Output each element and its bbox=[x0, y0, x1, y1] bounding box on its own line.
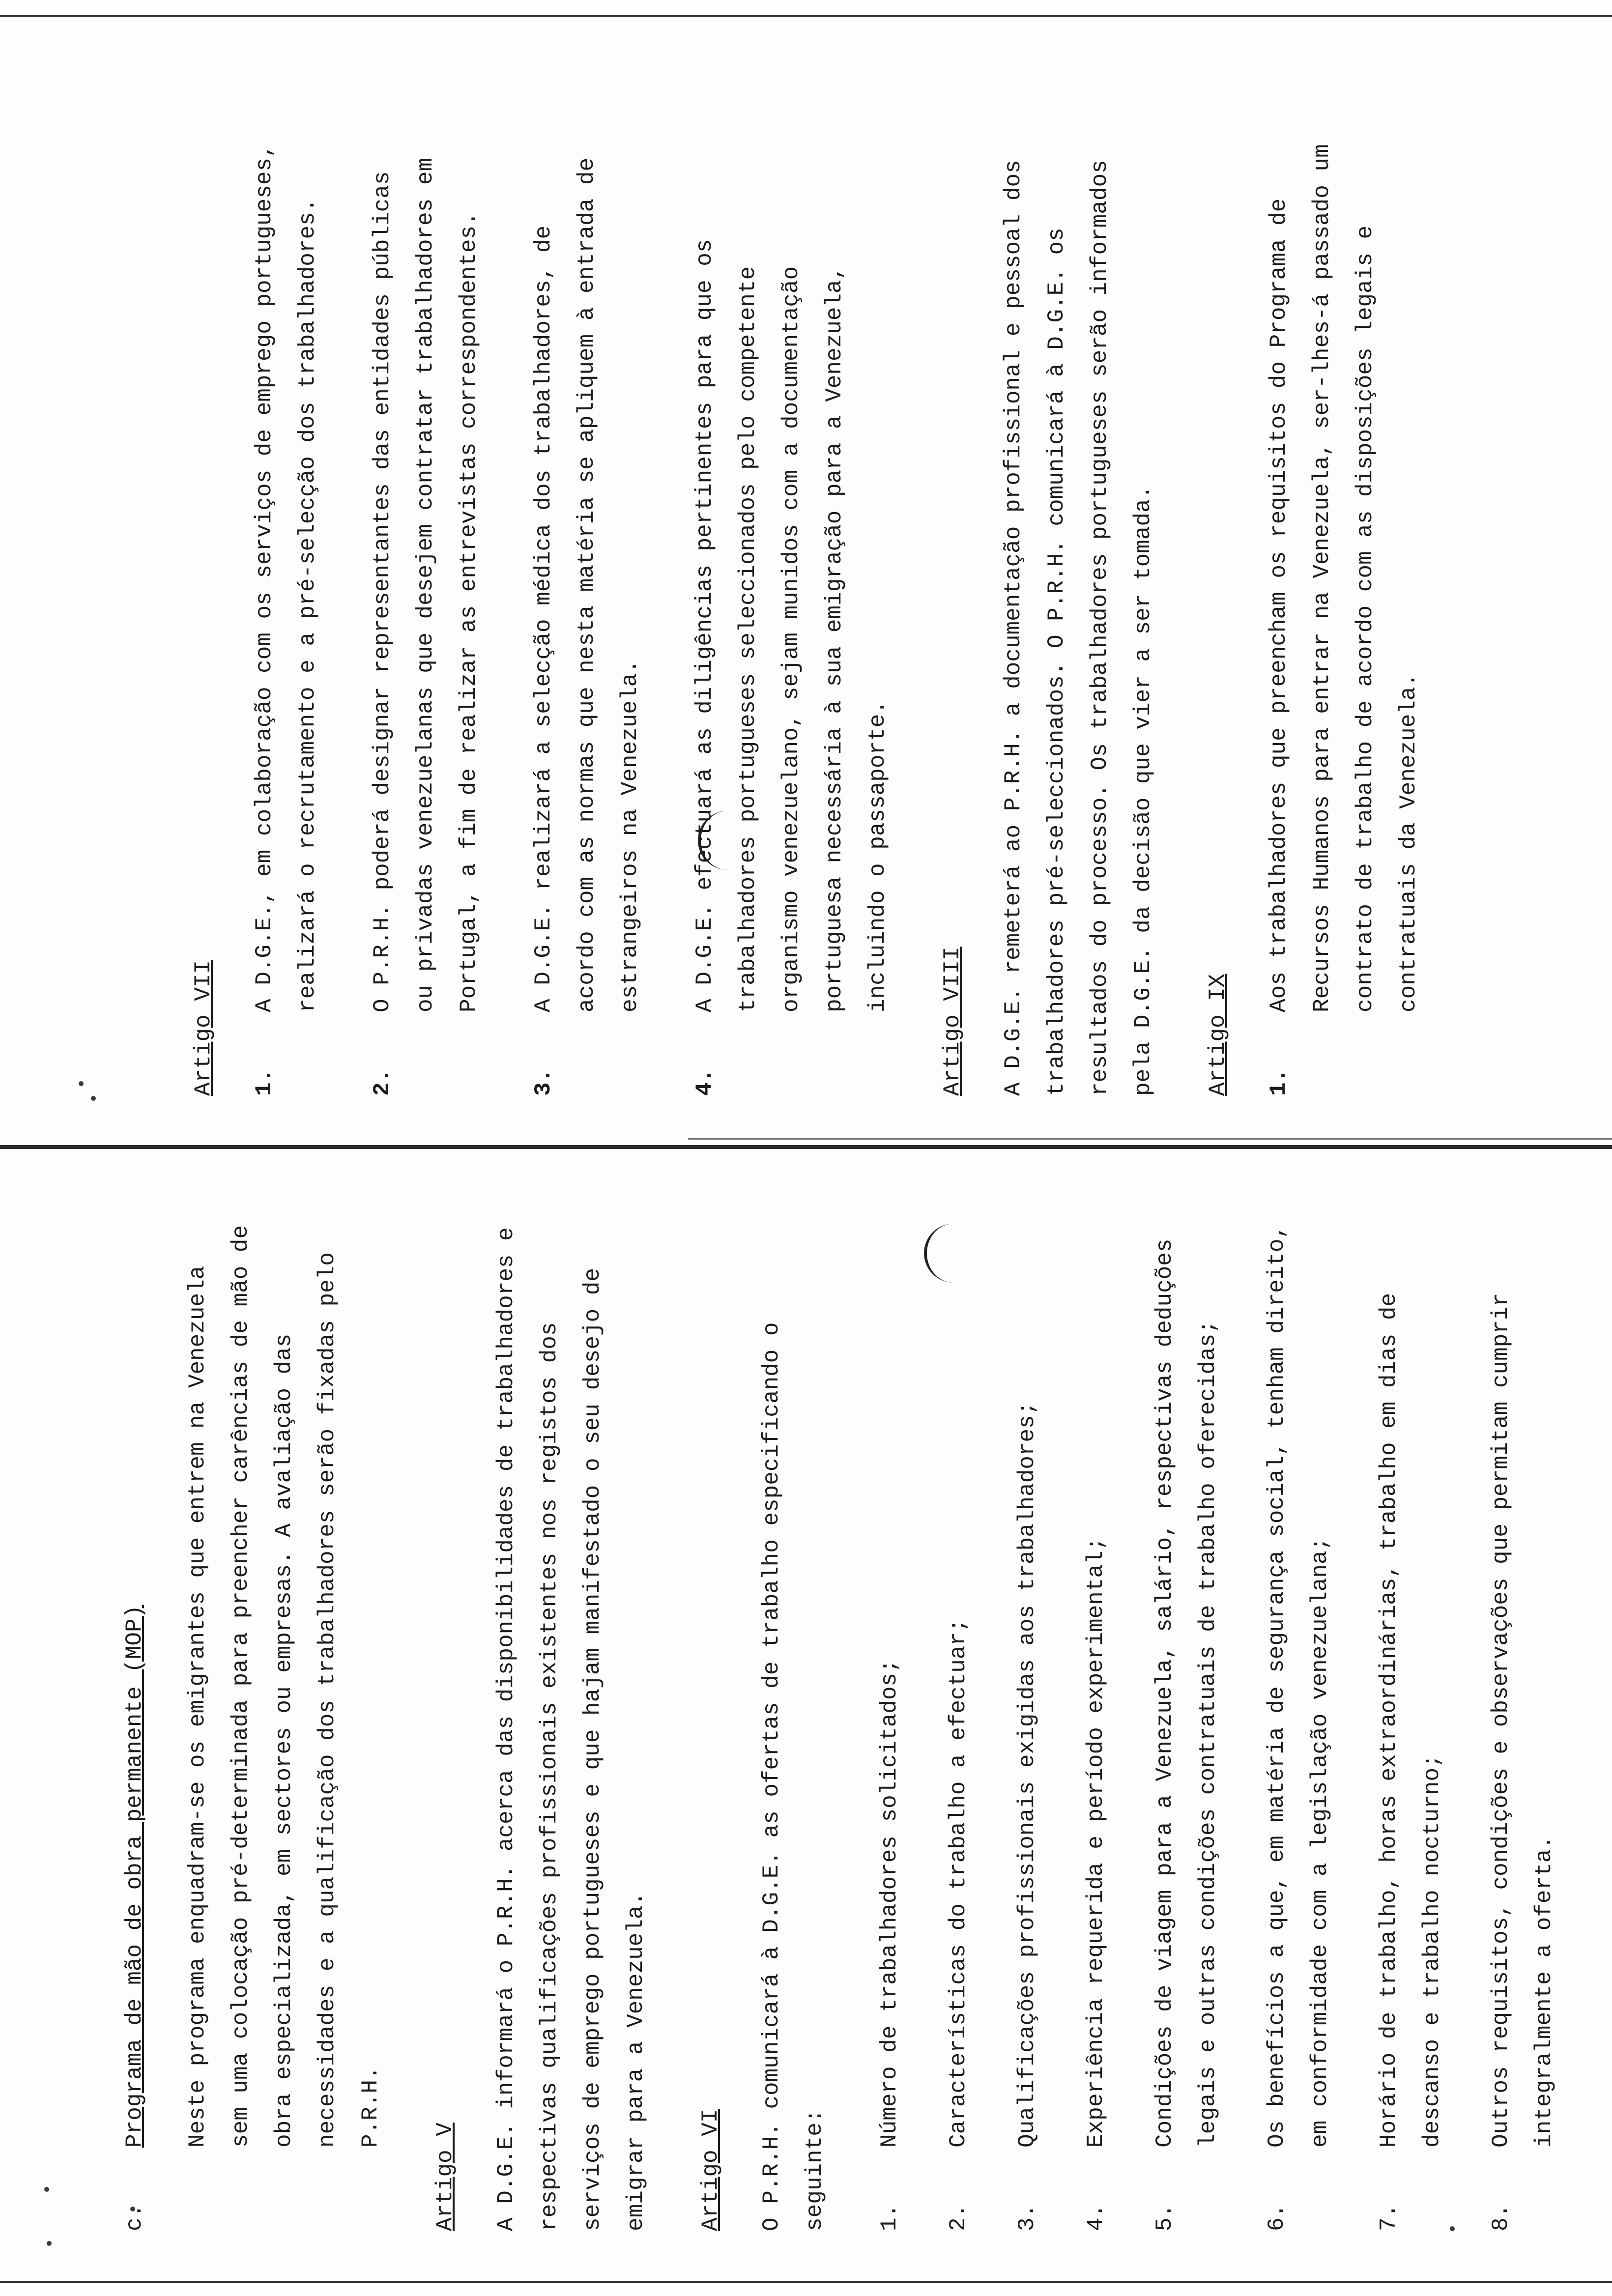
artigo-ix-title: Artigo IX bbox=[1205, 974, 1231, 1096]
item-text: A D.G.E., em colaboração com os serviços de emprego portugueses, realizará o recrutamento e a pré-selecção dos trabalhadores. bbox=[252, 144, 320, 1012]
artigo-vii-item bbox=[243, 133, 329, 1096]
artigo-v-title: Artigo V bbox=[432, 2123, 458, 2231]
item-number: 7. bbox=[1376, 2204, 1402, 2231]
section-c-text: Neste programa enquadram-se os emigrantes que entrem na Venezuela sem uma colocação pré-determinada para preencher carências de mão de obra especializada, em sectores ou empresas. A avaliação das necessidades e a qualificação dos trabalhadores serão fixadas pelo P.R.H. bbox=[185, 1225, 383, 2148]
item-text: Condições de viagem para a Venezuela, salário, respectivas deduções legais e outras condições contratuais de trabalho oferecidas; bbox=[1152, 1238, 1221, 2148]
item-number: 4. bbox=[1083, 2204, 1109, 2231]
artigo-viii-title: Artigo VIII bbox=[940, 947, 965, 1096]
item-number: 2. bbox=[946, 2204, 971, 2231]
artigo-vii-title: Artigo VII bbox=[191, 960, 216, 1096]
item-text: Experiência requerida e período experimental; bbox=[1083, 1537, 1109, 2148]
artigo-viii-text: A D.G.E. remeterá ao P.R.H. a documentação profissional e pessoal dos trabalhadores pré-seleccionados. O P.R.H. comunicará à D.G.E. os resultados do processo. Os trabalhadores portugueses serão informados pela D.G.E. da decisão que vier a ser tomada. bbox=[1001, 160, 1156, 1096]
section-letter: c. bbox=[122, 2204, 147, 2231]
top-edge-line bbox=[0, 15, 1612, 17]
artigo-vi-item bbox=[1367, 1224, 1454, 2231]
artigo-vi-intro: O P.R.H. comunicará à D.G.E. as ofertas de trabalho especificando o seguinte: bbox=[759, 1322, 828, 2231]
item-text: Outros requisitos, condições e observações que permitam cumprir integralmente a oferta. bbox=[1488, 1292, 1557, 2148]
artigo-vi-item bbox=[1006, 1224, 1049, 2231]
bottom-edge-line bbox=[0, 2281, 1612, 2283]
artigo-vi-item bbox=[1074, 1224, 1118, 2231]
artigo-vii-item bbox=[361, 133, 490, 1096]
artigo-vi-item bbox=[1255, 1224, 1342, 2231]
section-title: Programa de mão de obra permanente (MOP) bbox=[122, 1605, 147, 2148]
item-number: 3. bbox=[531, 1068, 556, 1096]
item-number: 1. bbox=[252, 1068, 277, 1096]
artigo-vi-item bbox=[1479, 1224, 1566, 2231]
item-text: O P.R.H. poderá designar representantes das entidades públicas ou privadas venezuelanas que desejem contratar trabalhadores em Portugal, a fim de realizar as entrevistas correspondentes. bbox=[370, 157, 482, 1012]
speck bbox=[91, 1096, 96, 1101]
artigo-vi-title: Artigo VI bbox=[698, 2109, 723, 2231]
item-text: Qualificações profissionais exigidas aos trabalhadores; bbox=[1014, 1401, 1040, 2148]
item-text: A D.G.E. efectuará as diligências pertinentes para que os trabalhadores portugueses seleccionados pelo competente organismo venezuelano, sejam munidos com a documentação portuguesa necessária à sua emigração para a Venezuela, incluindo o passaporte. bbox=[692, 239, 891, 1012]
artigo-vi-item bbox=[868, 1224, 911, 2231]
item-text: Número de trabalhadores solicitados; bbox=[877, 1659, 902, 2148]
speck bbox=[47, 2241, 52, 2246]
item-text: Aos trabalhadores que preencham os requisitos do Programa de Recursos Humanos para entrar na Venezuela, ser-lhes-á passado um contrato de trabalho de acordo com as disposições legais e contratuais da Venezuela. bbox=[1266, 144, 1421, 1012]
item-number: 3. bbox=[1014, 2204, 1040, 2231]
item-text: Características do trabalho a efectuar; bbox=[946, 1618, 971, 2148]
artigo-ix-item bbox=[1257, 133, 1430, 1096]
upper-text-column bbox=[162, 133, 1462, 1096]
artigo-vi-item bbox=[1143, 1224, 1230, 2231]
fold-line bbox=[0, 1145, 1612, 1149]
item-text: Os benefícios a que, em matéria de segurança social, tenham direito, em conformidade com a legislação venezuelana; bbox=[1264, 1225, 1333, 2148]
item-number: 2. bbox=[370, 1068, 395, 1096]
item-number: 1. bbox=[1266, 1068, 1292, 1096]
speck bbox=[44, 2187, 49, 2192]
item-number: 8. bbox=[1488, 2204, 1514, 2231]
item-number: 4. bbox=[692, 1068, 718, 1096]
artigo-v-text: A D.G.E. informará o P.R.H. acerca das disponibilidades de trabalhadores e respectivas qualificações profissionais existentes nos registos dos serviços de emprego portugueses e que hajam manifestado o seu desejo de emigrar para a Venezuela. bbox=[493, 1227, 649, 2231]
section-c-heading bbox=[113, 1224, 156, 2231]
speck bbox=[79, 1081, 84, 1086]
fold-line-shadow bbox=[688, 1138, 1612, 1140]
item-text: A D.G.E. realizará a selecção médica dos trabalhadores, de acordo com as normas que nesta matéria se apliquem à entrada de estrangeiros na Venezuela. bbox=[531, 157, 643, 1012]
item-number: 5. bbox=[1152, 2204, 1178, 2231]
artigo-vii-item bbox=[683, 133, 899, 1096]
lower-text-column bbox=[113, 1224, 1591, 2231]
item-number: 6. bbox=[1264, 2204, 1290, 2231]
artigo-vi-item bbox=[937, 1224, 980, 2231]
item-text: Horário de trabalho, horas extraordinárias, trabalho em dias de descanso e trabalho nocturno; bbox=[1376, 1292, 1445, 2148]
item-number: 1. bbox=[877, 2204, 902, 2231]
artigo-vii-item bbox=[522, 133, 652, 1096]
